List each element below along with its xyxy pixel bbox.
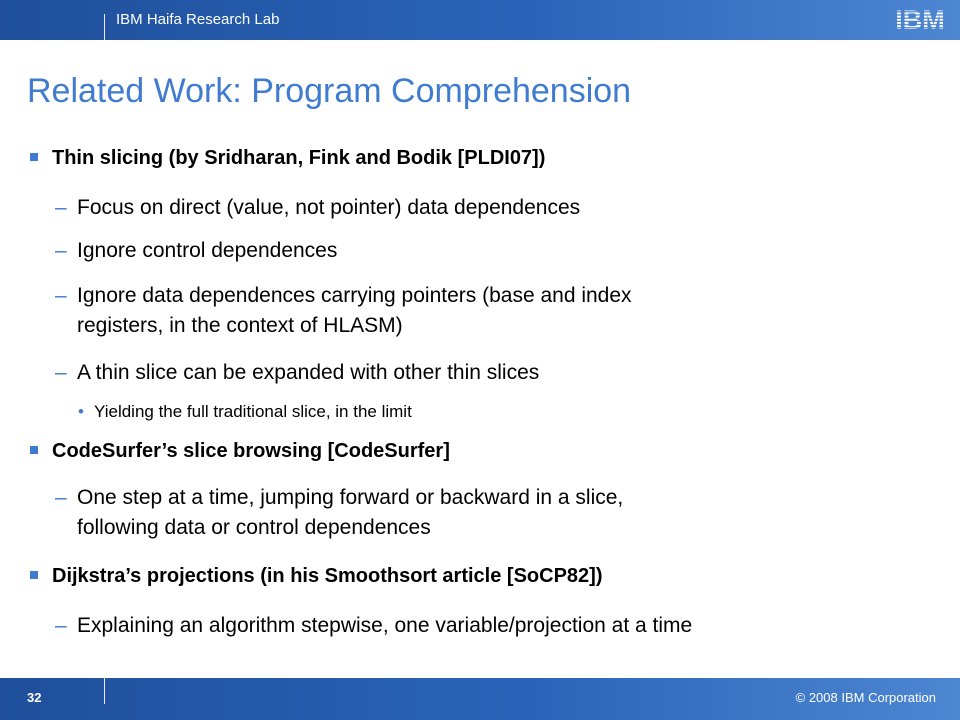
dash-bullet-icon: – (55, 284, 67, 307)
ibm-logo-icon (886, 6, 954, 32)
bullet-text: Ignore data dependences carrying pointers (base and index (77, 284, 632, 307)
dot-bullet-icon: • (78, 402, 84, 421)
bullet-level-2 (55, 483, 623, 543)
header-divider (104, 14, 105, 40)
bullet-text: CodeSurfer’s slice browsing [CodeSurfer] (52, 440, 450, 462)
bullet-level-2 (55, 193, 580, 223)
square-bullet-icon (30, 571, 38, 579)
bullet-level-2 (55, 236, 337, 266)
header-bar (0, 0, 960, 40)
bullet-text: Thin slicing (by Sridharan, Fink and Bodik [PLDI07]) (52, 147, 546, 169)
bullet-text-continuation: following data or control dependences (77, 516, 431, 539)
dash-bullet-icon: – (55, 361, 67, 384)
bullet-text: A thin slice can be expanded with other thin slices (77, 361, 540, 384)
dash-bullet-icon: – (55, 196, 67, 219)
logo-text: IBM (895, 6, 945, 32)
dash-bullet-icon: – (55, 614, 67, 637)
bullet-text: Focus on direct (value, not pointer) data dependences (77, 196, 581, 219)
copyright-text: © 2008 IBM Corporation (795, 690, 936, 705)
bullet-text: Explaining an algorithm stepwise, one variable/projection at a time (77, 614, 693, 637)
bullet-text: One step at a time, jumping forward or backward in a slice, (77, 486, 624, 509)
bullet-level-2 (55, 358, 539, 388)
bullet-level-1 (30, 440, 450, 463)
square-bullet-icon (30, 446, 38, 454)
page-number: 32 (27, 690, 42, 705)
bullet-level-2 (55, 281, 632, 341)
bullet-text: Dijkstra’s projections (in his Smoothsort article [SoCP82]) (52, 565, 603, 587)
footer-divider (104, 678, 105, 704)
bullet-level-2 (55, 611, 692, 641)
bullet-level-1 (30, 565, 602, 588)
slide-title: Related Work: Program Comprehension (27, 72, 632, 110)
dash-bullet-icon: – (55, 486, 67, 509)
bullet-text: Yielding the full traditional slice, in the limit (94, 402, 412, 421)
bullet-text: Ignore control dependences (77, 239, 338, 262)
bullet-text-continuation: registers, in the context of HLASM) (77, 314, 403, 337)
square-bullet-icon (30, 153, 38, 161)
footer-bar (0, 678, 960, 720)
lab-name: IBM Haifa Research Lab (116, 11, 280, 28)
bullet-level-1 (30, 147, 545, 170)
bullet-level-3 (78, 402, 412, 422)
dash-bullet-icon: – (55, 239, 67, 262)
